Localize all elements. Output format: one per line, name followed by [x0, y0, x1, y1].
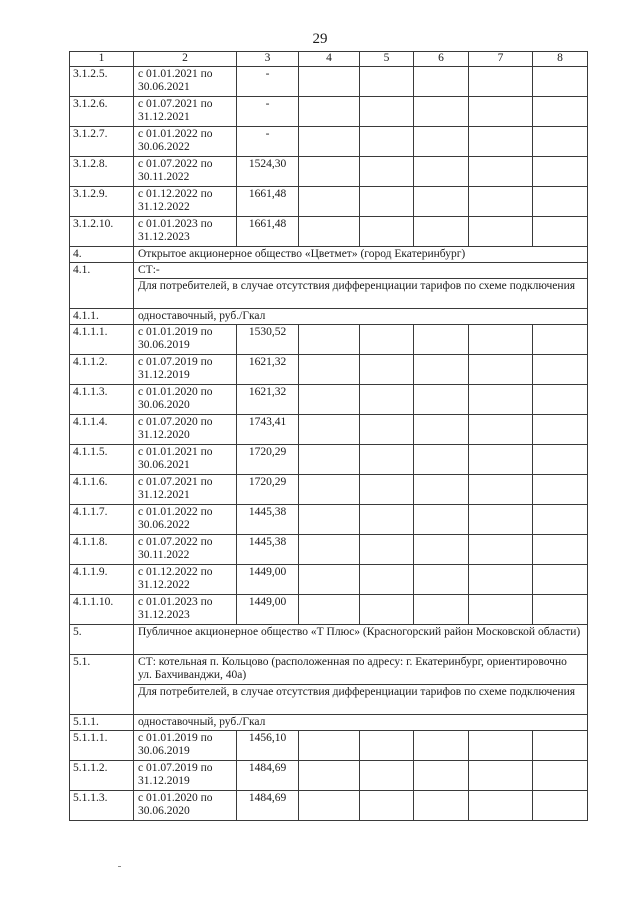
- empty-cell: [299, 730, 360, 760]
- empty-cell: [299, 534, 360, 564]
- row-number: 3.1.2.10.: [70, 216, 134, 246]
- row-period: с 01.07.2021 по 31.12.2021: [134, 474, 237, 504]
- empty-cell: [414, 156, 469, 186]
- row-tariff-value: 1621,32: [237, 384, 299, 414]
- row-number: 4.1.1.8.: [70, 534, 134, 564]
- row-number: 5.1.1.2.: [70, 760, 134, 790]
- row-number: 3.1.2.8.: [70, 156, 134, 186]
- section-row: [70, 654, 588, 684]
- empty-cell: [533, 444, 588, 474]
- row-period: с 01.01.2019 по 30.06.2019: [134, 324, 237, 354]
- empty-cell: [360, 444, 414, 474]
- row-number: 5.1.1.3.: [70, 790, 134, 820]
- row-period: с 01.01.2023 по 31.12.2023: [134, 216, 237, 246]
- empty-cell: [414, 504, 469, 534]
- empty-cell: [299, 474, 360, 504]
- table-row: [70, 730, 588, 760]
- page-number: 29: [312, 31, 328, 47]
- row-number: 5.1.1.: [70, 714, 134, 730]
- row-number: 4.1.1.1.: [70, 324, 134, 354]
- empty-cell: [469, 156, 533, 186]
- section-note: Для потребителей, в случае отсутствия дифференциации тарифов по схеме подключения: [134, 278, 588, 308]
- empty-cell: [299, 354, 360, 384]
- empty-cell: [299, 594, 360, 624]
- table-row: [70, 414, 588, 444]
- section-subrow: [70, 278, 588, 308]
- row-number: 4.1.1.7.: [70, 504, 134, 534]
- empty-cell: [414, 186, 469, 216]
- section-title: Открытое акционерное общество «Цветмет» (город Екатеринбург): [134, 246, 588, 262]
- row-period: с 01.01.2020 по 30.06.2020: [134, 790, 237, 820]
- empty-cell: [469, 354, 533, 384]
- empty-cell: [533, 730, 588, 760]
- table-row: [70, 760, 588, 790]
- row-number: 3.1.2.9.: [70, 186, 134, 216]
- column-header: 3: [237, 52, 299, 67]
- row-tariff-value: -: [237, 126, 299, 156]
- tariff-table-body: [70, 52, 588, 821]
- table-row: [70, 474, 588, 504]
- empty-cell: [533, 790, 588, 820]
- empty-cell: [414, 384, 469, 414]
- row-period: с 01.12.2022 по 31.12.2022: [134, 564, 237, 594]
- empty-cell: [469, 216, 533, 246]
- empty-cell: [414, 414, 469, 444]
- row-period: с 01.07.2022 по 30.11.2022: [134, 534, 237, 564]
- section-row: [70, 624, 588, 654]
- row-number: 3.1.2.6.: [70, 96, 134, 126]
- row-tariff-value: 1530,52: [237, 324, 299, 354]
- row-tariff-value: 1449,00: [237, 564, 299, 594]
- empty-cell: [414, 534, 469, 564]
- empty-cell: [414, 790, 469, 820]
- table-row: [70, 126, 588, 156]
- empty-cell: [299, 790, 360, 820]
- table-row: [70, 790, 588, 820]
- table-row: [70, 504, 588, 534]
- empty-cell: [414, 324, 469, 354]
- empty-cell: [414, 66, 469, 96]
- empty-cell: [414, 216, 469, 246]
- empty-cell: [533, 216, 588, 246]
- empty-cell: [533, 594, 588, 624]
- row-tariff-value: 1445,38: [237, 504, 299, 534]
- table-row: [70, 156, 588, 186]
- table-row: [70, 354, 588, 384]
- empty-cell: [533, 564, 588, 594]
- empty-cell: [360, 504, 414, 534]
- empty-cell: [360, 790, 414, 820]
- row-period: с 01.01.2020 по 30.06.2020: [134, 384, 237, 414]
- empty-cell: [414, 760, 469, 790]
- header-row: [70, 52, 588, 67]
- empty-cell: [299, 384, 360, 414]
- section-row: [70, 246, 588, 262]
- section-title: одноставочный, руб./Гкал: [134, 308, 588, 324]
- empty-cell: [299, 324, 360, 354]
- empty-cell: [299, 444, 360, 474]
- section-title: одноставочный, руб./Гкал: [134, 714, 588, 730]
- empty-cell: [299, 126, 360, 156]
- empty-cell: [469, 730, 533, 760]
- column-header: 4: [299, 52, 360, 67]
- table-row: [70, 384, 588, 414]
- row-number: 4.1.1.: [70, 308, 134, 324]
- empty-cell: [299, 96, 360, 126]
- section-row: [70, 308, 588, 324]
- empty-cell: [469, 594, 533, 624]
- row-tariff-value: 1484,69: [237, 790, 299, 820]
- empty-cell: [360, 66, 414, 96]
- row-number: 4.1.1.3.: [70, 384, 134, 414]
- row-tariff-value: 1621,32: [237, 354, 299, 384]
- empty-cell: [414, 564, 469, 594]
- empty-cell: [360, 354, 414, 384]
- row-number: 5.1.1.1.: [70, 730, 134, 760]
- table-row: [70, 324, 588, 354]
- empty-cell: [299, 564, 360, 594]
- empty-cell: [360, 384, 414, 414]
- row-number: 4.: [70, 246, 134, 262]
- column-header: 5: [360, 52, 414, 67]
- empty-cell: [414, 96, 469, 126]
- row-period: с 01.01.2021 по 30.06.2021: [134, 66, 237, 96]
- empty-cell: [360, 96, 414, 126]
- empty-cell: [414, 730, 469, 760]
- row-number: 5.: [70, 624, 134, 654]
- empty-cell: [469, 790, 533, 820]
- empty-cell: [469, 126, 533, 156]
- row-period: с 01.01.2021 по 30.06.2021: [134, 444, 237, 474]
- empty-cell: [360, 324, 414, 354]
- row-tariff-value: 1743,41: [237, 414, 299, 444]
- empty-cell: [414, 444, 469, 474]
- row-period: с 01.01.2022 по 30.06.2022: [134, 126, 237, 156]
- empty-cell: [360, 126, 414, 156]
- empty-cell: [469, 186, 533, 216]
- table-row: [70, 594, 588, 624]
- row-tariff-value: 1720,29: [237, 474, 299, 504]
- row-tariff-value: 1661,48: [237, 186, 299, 216]
- empty-cell: [533, 186, 588, 216]
- row-period: с 01.07.2021 по 31.12.2021: [134, 96, 237, 126]
- empty-cell: [360, 474, 414, 504]
- empty-cell: [299, 186, 360, 216]
- empty-cell: [414, 126, 469, 156]
- empty-cell: [360, 156, 414, 186]
- row-number: 3.1.2.5.: [70, 66, 134, 96]
- section-row: [70, 714, 588, 730]
- section-subrow: [70, 684, 588, 714]
- empty-cell: [469, 384, 533, 414]
- empty-cell: [533, 324, 588, 354]
- table-row: [70, 216, 588, 246]
- row-tariff-value: 1524,30: [237, 156, 299, 186]
- empty-cell: [360, 534, 414, 564]
- empty-cell: [469, 534, 533, 564]
- row-number: 4.1.1.6.: [70, 474, 134, 504]
- empty-cell: [533, 760, 588, 790]
- empty-cell: [533, 504, 588, 534]
- row-number: 4.1.1.5.: [70, 444, 134, 474]
- empty-cell: [299, 156, 360, 186]
- empty-cell: [469, 474, 533, 504]
- empty-cell: [533, 474, 588, 504]
- column-header: 6: [414, 52, 469, 67]
- table-row: [70, 66, 588, 96]
- row-tariff-value: -: [237, 96, 299, 126]
- row-tariff-value: 1456,10: [237, 730, 299, 760]
- row-tariff-value: -: [237, 66, 299, 96]
- row-period: с 01.01.2023 по 31.12.2023: [134, 594, 237, 624]
- empty-cell: [469, 96, 533, 126]
- empty-cell: [299, 414, 360, 444]
- row-number: 3.1.2.7.: [70, 126, 134, 156]
- empty-cell: [469, 760, 533, 790]
- row-period: с 01.01.2022 по 30.06.2022: [134, 504, 237, 534]
- empty-cell: [360, 594, 414, 624]
- row-tariff-value: 1484,69: [237, 760, 299, 790]
- table-row: [70, 96, 588, 126]
- empty-cell: [360, 760, 414, 790]
- section-row: [70, 262, 588, 278]
- empty-cell: [414, 474, 469, 504]
- empty-cell: [533, 156, 588, 186]
- empty-cell: [360, 186, 414, 216]
- empty-cell: [299, 66, 360, 96]
- scan-speck: [118, 866, 121, 867]
- column-header: 8: [533, 52, 588, 67]
- empty-cell: [533, 66, 588, 96]
- empty-cell: [414, 594, 469, 624]
- empty-cell: [299, 216, 360, 246]
- table-row: [70, 534, 588, 564]
- section-title: Публичное акционерное общество «Т Плюс» (Красногорский район Московской области): [134, 624, 588, 654]
- section-note: Для потребителей, в случае отсутствия дифференциации тарифов по схеме подключения: [134, 684, 588, 714]
- row-period: с 01.01.2019 по 30.06.2019: [134, 730, 237, 760]
- empty-cell: [533, 534, 588, 564]
- row-tariff-value: 1449,00: [237, 594, 299, 624]
- section-title: СТ: котельная п. Кольцово (расположенная по адресу: г. Екатеринбург, ориентировочно ул. Бахчиванджи, 40а): [134, 654, 588, 684]
- empty-cell: [360, 414, 414, 444]
- empty-cell: [469, 324, 533, 354]
- empty-cell: [469, 564, 533, 594]
- empty-cell: [533, 414, 588, 444]
- row-number: 5.1.: [70, 654, 134, 714]
- row-tariff-value: 1720,29: [237, 444, 299, 474]
- table-row: [70, 564, 588, 594]
- row-tariff-value: 1445,38: [237, 534, 299, 564]
- row-period: с 01.07.2022 по 30.11.2022: [134, 156, 237, 186]
- empty-cell: [533, 126, 588, 156]
- tariff-table: [69, 51, 588, 821]
- empty-cell: [469, 414, 533, 444]
- empty-cell: [360, 216, 414, 246]
- table-row: [70, 444, 588, 474]
- row-number: 4.1.1.10.: [70, 594, 134, 624]
- row-period: с 01.07.2020 по 31.12.2020: [134, 414, 237, 444]
- row-number: 4.1.1.9.: [70, 564, 134, 594]
- table-row: [70, 186, 588, 216]
- section-title: СТ:-: [134, 262, 588, 278]
- row-number: 4.1.1.4.: [70, 414, 134, 444]
- empty-cell: [414, 354, 469, 384]
- row-period: с 01.07.2019 по 31.12.2019: [134, 354, 237, 384]
- empty-cell: [469, 444, 533, 474]
- column-header: 1: [70, 52, 134, 67]
- empty-cell: [299, 760, 360, 790]
- row-period: с 01.07.2019 по 31.12.2019: [134, 760, 237, 790]
- row-period: с 01.12.2022 по 31.12.2022: [134, 186, 237, 216]
- empty-cell: [533, 354, 588, 384]
- empty-cell: [360, 564, 414, 594]
- empty-cell: [533, 96, 588, 126]
- empty-cell: [299, 504, 360, 534]
- row-number: 4.1.: [70, 262, 134, 308]
- empty-cell: [360, 730, 414, 760]
- column-header: 2: [134, 52, 237, 67]
- empty-cell: [469, 66, 533, 96]
- empty-cell: [469, 504, 533, 534]
- empty-cell: [533, 384, 588, 414]
- column-header: 7: [469, 52, 533, 67]
- row-tariff-value: 1661,48: [237, 216, 299, 246]
- row-number: 4.1.1.2.: [70, 354, 134, 384]
